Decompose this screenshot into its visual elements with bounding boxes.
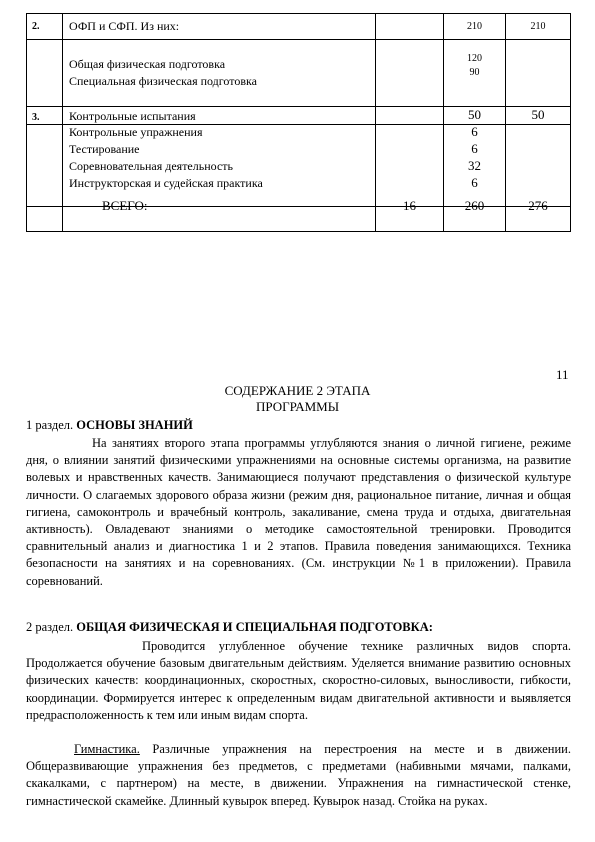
table-border — [570, 13, 571, 232]
gymnastics-paragraph — [26, 741, 571, 810]
row-title: Контрольные испытания — [69, 109, 196, 123]
table-border — [62, 13, 63, 232]
table-border — [26, 13, 27, 232]
content-title — [0, 383, 595, 415]
table-cell: 276 — [528, 198, 548, 213]
section-paragraph — [26, 435, 571, 590]
table-cell: 6 — [471, 124, 478, 139]
section-prefix: 2 раздел. — [26, 620, 77, 634]
paragraph-text: Различные упражнения на перестроения на месте и в движении. Общеразвивающие упражнения без предметов, с предметами (набивными мячами, палками, скакалками, с партнером) на месте, в движении. Упражнения на гимнастической стенке, гимнастической скамейке. Длинный кувырок вперед. Кувырок назад. Стойка на руках. — [26, 742, 571, 808]
table-cell: 90 — [469, 67, 480, 78]
page-number: 11 — [556, 367, 569, 382]
row-number: 2. — [32, 21, 40, 32]
paragraph-text: На занятиях второго этапа программы углубляются знания о личной гигиене, режиме дня, о влиянии занятий физическими упражнениями на основные системы организма, на развитие волевых и нравственных качеств. Занимающиеся получают представления о физической культуре личности. О слагаемых здорового образа жизни (режим дня, рациональное питание, личная и общая гигиена, самоконтроль и врачебный контроль, закаливание, смена труда и отдыха, двигательная активность). Овладевают знаниями о методике самостоятельной тренировки. Проводится сравнительный анализ и диагностика 1 и 2 этапов. Правила поведения занимающихся. Техника безопасности на занятиях и на соревнованиях. (См. инструкции №1 в приложении). Правила соревнований. — [26, 436, 571, 588]
section-prefix: 1 раздел. — [26, 418, 77, 432]
content-title-line: СОДЕРЖАНИЕ 2 ЭТАПА — [224, 383, 371, 398]
content-title-line: ПРОГРАММЫ — [255, 399, 340, 414]
row-title: ОФП и СФП. Из них: — [69, 19, 180, 33]
total-label: ВСЕГО: — [102, 198, 148, 213]
table-subitem: Инструкторская и судейская практика — [69, 176, 263, 190]
table-cell: 210 — [530, 21, 546, 32]
table-border — [26, 13, 571, 14]
row-number: 3. — [32, 112, 40, 123]
table-subitem: Контрольные упражнения — [69, 125, 203, 139]
table-cell: 260 — [464, 198, 485, 213]
section-heading — [26, 620, 433, 635]
table-subitem: Специальная физическая подготовка — [69, 74, 257, 88]
table-cell: 50 — [468, 107, 481, 122]
table-border — [26, 231, 571, 232]
table-cell: 16 — [403, 198, 416, 213]
table-cell: 32 — [468, 158, 481, 173]
table-cell: 6 — [471, 141, 478, 156]
table-subitem: Общая физическая подготовка — [69, 57, 226, 71]
program-hours-table — [26, 13, 571, 232]
section-paragraph — [26, 638, 571, 724]
table-cell: 50 — [531, 107, 545, 122]
section-heading — [26, 418, 193, 433]
table-cell: 6 — [471, 175, 478, 190]
paragraph-text: Проводится углубленное обучение технике различных видов спорта. Продолжается обучение базовым двигательным действиям. Уделяется внимание развитию основных физических качеств: координационных, скоростных, скоростно-силовых, выносливости, гибкости, координации. Формируется интерес к определенным видам двигательной активности и выявляется предрасположенность к тем или иным видам спорта. — [26, 639, 571, 722]
section-title: ОСНОВЫ ЗНАНИЙ — [76, 418, 193, 432]
table-cell: 120 — [467, 53, 482, 64]
table-subitem: Тестирование — [69, 142, 140, 156]
gymnastics-title: Гимнастика. — [74, 742, 140, 756]
table-cell: 210 — [467, 21, 482, 32]
section-title: ОБЩАЯ ФИЗИЧЕСКАЯ И СПЕЦИАЛЬНАЯ ПОДГОТОВКА: — [76, 620, 433, 634]
table-border — [26, 39, 571, 40]
table-subitem: Соревновательная деятельность — [69, 159, 233, 173]
